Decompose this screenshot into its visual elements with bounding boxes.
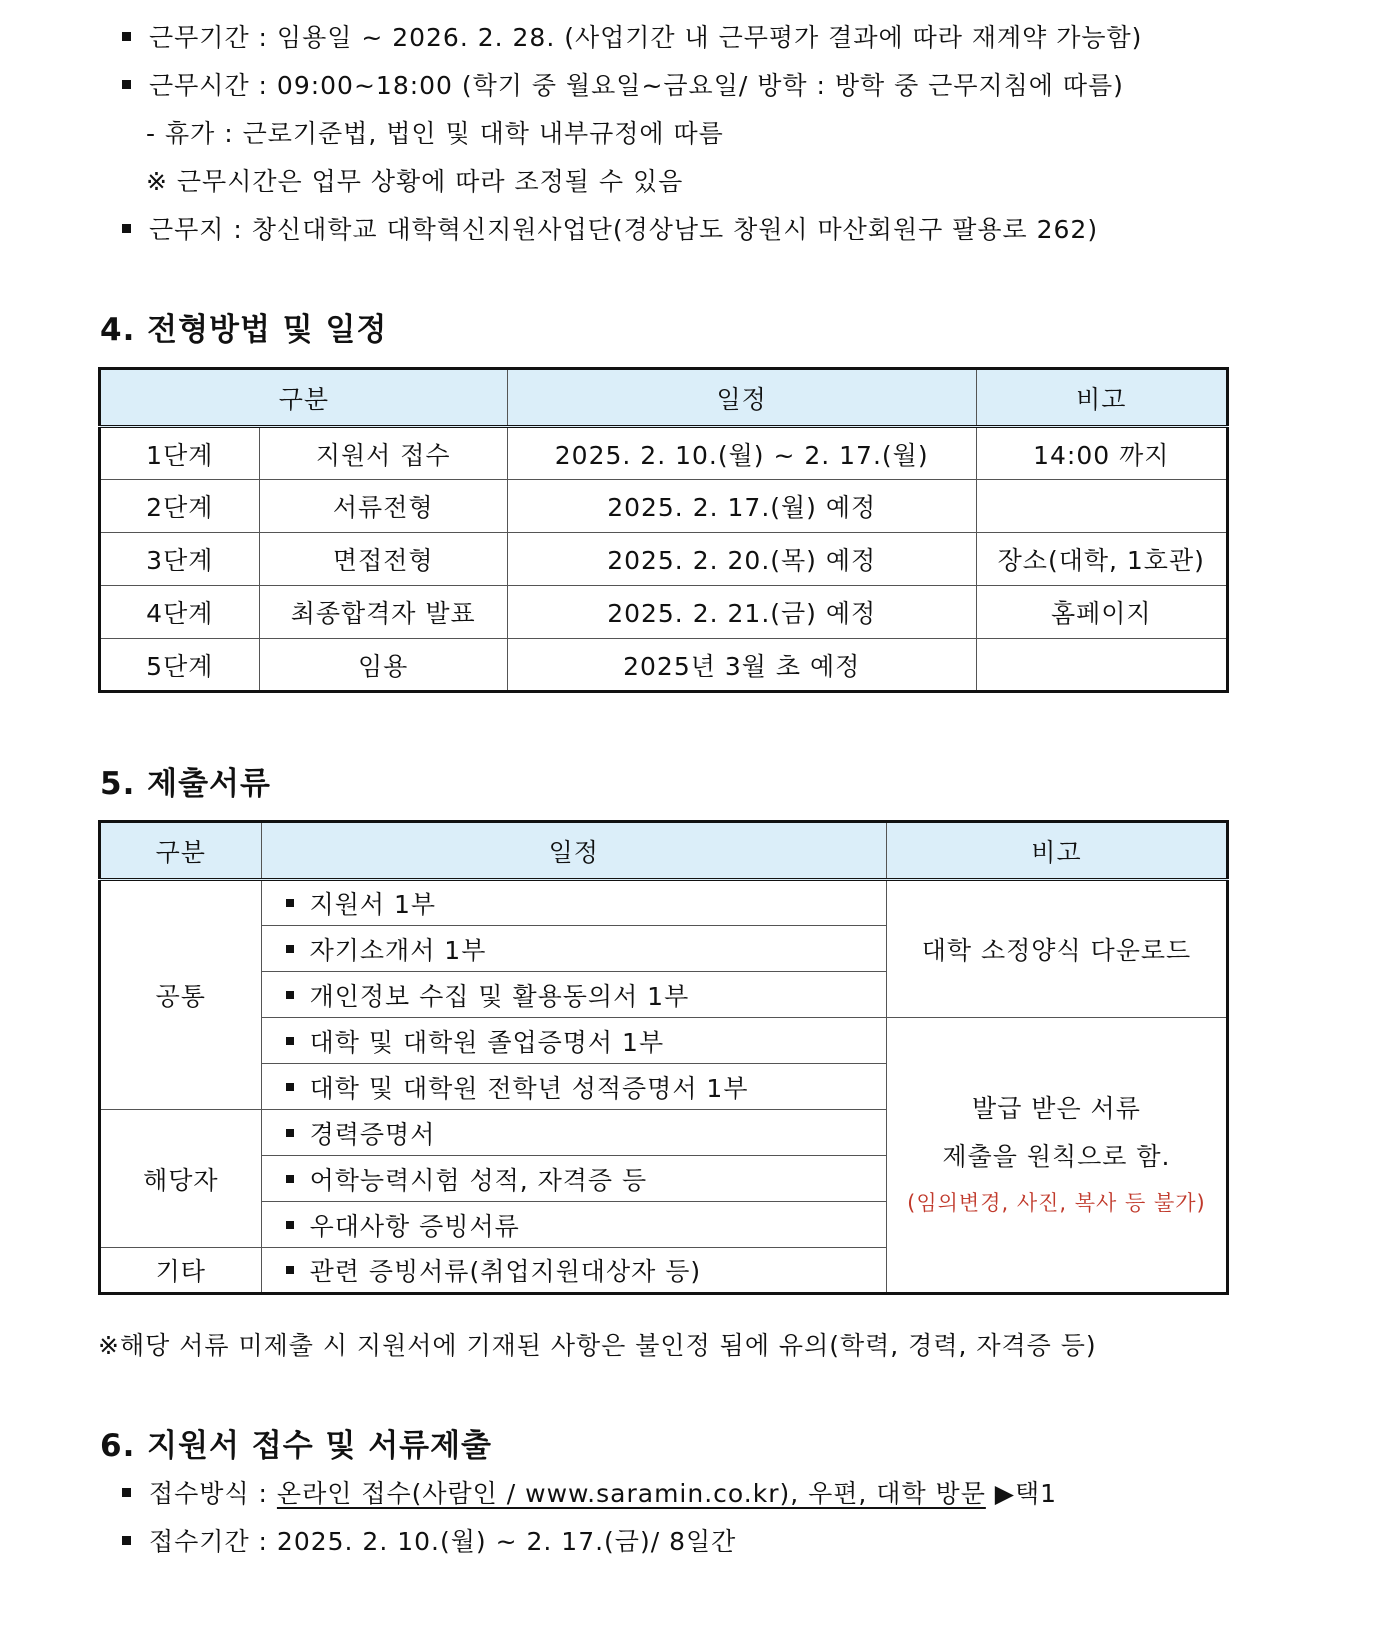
document-item bbox=[261, 1202, 886, 1248]
table-row bbox=[100, 880, 1228, 926]
document-item bbox=[261, 1248, 886, 1294]
method-tail: ▶택1 bbox=[985, 1479, 1058, 1508]
method-value: 온라인 접수(사람인 / www.saramin.co.kr), 우편, 대학 방문 bbox=[276, 1479, 986, 1508]
bullet-icon bbox=[286, 1129, 294, 1137]
work-period-line bbox=[122, 18, 1142, 54]
header-category: 구분 bbox=[100, 369, 508, 427]
section6-title: 6. 지원서 접수 및 서류제출 bbox=[100, 1428, 492, 1464]
work-hours-text: 근무시간 : 09:00~18:00 (학기 중 월요일~금요일/ 방학 : 방학 중 근무지침에 따름) bbox=[149, 71, 1124, 100]
document-item bbox=[261, 1156, 886, 1202]
note-issued-warning: (임의변경, 사진, 복사 등 불가) bbox=[907, 1191, 1206, 1215]
stage-name-cell: 임용 bbox=[259, 639, 507, 692]
bullet-icon bbox=[122, 1536, 131, 1545]
document-item-text: 우대사항 증빙서류 bbox=[309, 1211, 520, 1241]
submission-period-text: 접수기간 : 2025. 2. 10.(월) ~ 2. 17.(금)/ 8일간 bbox=[149, 1527, 737, 1556]
work-place-line bbox=[122, 210, 1098, 246]
table-row bbox=[100, 1018, 1228, 1064]
stage-name-cell: 지원서 접수 bbox=[259, 427, 507, 480]
documents-table bbox=[98, 820, 1229, 1295]
documents-footnote: ※해당 서류 미제출 시 지원서에 기재된 사항은 불인정 됨에 유의(학력, 경력, 자격증 등) bbox=[98, 1331, 1097, 1360]
note-cell: 장소(대학, 1호관) bbox=[976, 533, 1227, 586]
document-item-text: 어학능력시험 성적, 자격증 등 bbox=[309, 1165, 648, 1195]
header-category: 구분 bbox=[100, 822, 262, 880]
bullet-icon bbox=[286, 899, 294, 907]
bullet-icon bbox=[286, 1037, 294, 1045]
document-item-text: 지원서 1부 bbox=[309, 890, 437, 919]
table-row bbox=[100, 586, 1228, 639]
schedule-table bbox=[98, 367, 1229, 693]
bullet-icon bbox=[286, 1221, 294, 1229]
document-item-text: 경력증명서 bbox=[309, 1119, 436, 1149]
stage-cell: 3단계 bbox=[100, 533, 260, 586]
note-cell: 14:00 까지 bbox=[976, 427, 1227, 480]
group-etc: 기타 bbox=[100, 1248, 262, 1294]
document-item-text: 대학 및 대학원 전학년 성적증명서 1부 bbox=[309, 1073, 749, 1103]
work-place-text: 근무지 : 창신대학교 대학혁신지원사업단(경상남도 창원시 마산회원구 팔용로 262) bbox=[149, 215, 1099, 244]
date-cell: 2025년 3월 초 예정 bbox=[507, 639, 976, 692]
note-issued-line1: 발급 받은 서류 bbox=[972, 1094, 1141, 1123]
note-cell: 홈페이지 bbox=[976, 586, 1227, 639]
stage-cell: 5단계 bbox=[100, 639, 260, 692]
bullet-icon bbox=[286, 945, 294, 953]
bullet-icon bbox=[286, 991, 294, 999]
bullet-icon bbox=[122, 1488, 131, 1497]
date-cell: 2025. 2. 17.(월) 예정 bbox=[507, 480, 976, 533]
stage-cell: 4단계 bbox=[100, 586, 260, 639]
bullet-icon bbox=[122, 32, 131, 41]
document-item-text: 개인정보 수집 및 활용동의서 1부 bbox=[309, 981, 690, 1011]
work-period-text: 근무기간 : 임용일 ~ 2026. 2. 28. (사업기간 내 근무평가 결과에 따라 재계약 가능함) bbox=[149, 23, 1143, 52]
submission-method-line bbox=[122, 1474, 1057, 1510]
table-row bbox=[100, 639, 1228, 692]
bullet-icon bbox=[122, 80, 131, 89]
header-note: 비고 bbox=[886, 822, 1227, 880]
document-item-text: 관련 증빙서류(취업지원대상자 등) bbox=[309, 1257, 702, 1286]
group-common: 공통 bbox=[100, 880, 262, 1110]
schedule-header-row bbox=[100, 369, 1228, 427]
stage-name-cell: 최종합격자 발표 bbox=[259, 586, 507, 639]
document-item-text: 자기소개서 1부 bbox=[309, 935, 487, 965]
section5-title: 5. 제출서류 bbox=[100, 766, 271, 802]
date-cell: 2025. 2. 21.(금) 예정 bbox=[507, 586, 976, 639]
section4-title: 4. 전형방법 및 일정 bbox=[100, 312, 388, 348]
header-note: 비고 bbox=[976, 369, 1227, 427]
document-item bbox=[261, 1018, 886, 1064]
document-item bbox=[261, 926, 886, 972]
stage-cell: 1단계 bbox=[100, 427, 260, 480]
document-item bbox=[261, 880, 886, 926]
table-row bbox=[100, 427, 1228, 480]
note-cell bbox=[976, 639, 1227, 692]
bullet-icon bbox=[286, 1266, 294, 1274]
header-schedule: 일정 bbox=[507, 369, 976, 427]
note-cell bbox=[976, 480, 1227, 533]
leave-line: - 휴가 : 근로기준법, 법인 및 대학 내부규정에 따름 bbox=[146, 119, 724, 148]
note-issued bbox=[886, 1018, 1227, 1294]
document-item bbox=[261, 972, 886, 1018]
stage-name-cell: 면접전형 bbox=[259, 533, 507, 586]
hours-note-line: ※ 근무시간은 업무 상황에 따라 조정될 수 있음 bbox=[146, 167, 684, 196]
date-cell: 2025. 2. 10.(월) ~ 2. 17.(월) bbox=[507, 427, 976, 480]
note-issued-line2: 제출을 원칙으로 함. bbox=[942, 1142, 1171, 1171]
documents-header-row bbox=[100, 822, 1228, 880]
document-item bbox=[261, 1064, 886, 1110]
stage-cell: 2단계 bbox=[100, 480, 260, 533]
work-hours-line bbox=[122, 66, 1124, 102]
table-row bbox=[100, 533, 1228, 586]
submission-period-line bbox=[122, 1522, 736, 1558]
document-item-text: 대학 및 대학원 졸업증명서 1부 bbox=[309, 1027, 665, 1057]
date-cell: 2025. 2. 20.(목) 예정 bbox=[507, 533, 976, 586]
table-row bbox=[100, 480, 1228, 533]
bullet-icon bbox=[122, 224, 131, 233]
bullet-icon bbox=[286, 1175, 294, 1183]
header-schedule: 일정 bbox=[261, 822, 886, 880]
stage-name-cell: 서류전형 bbox=[259, 480, 507, 533]
note-download: 대학 소정양식 다운로드 bbox=[886, 880, 1227, 1018]
bullet-icon bbox=[286, 1083, 294, 1091]
method-label: 접수방식 : bbox=[149, 1479, 277, 1508]
group-applicable: 해당자 bbox=[100, 1110, 262, 1248]
document-item bbox=[261, 1110, 886, 1156]
